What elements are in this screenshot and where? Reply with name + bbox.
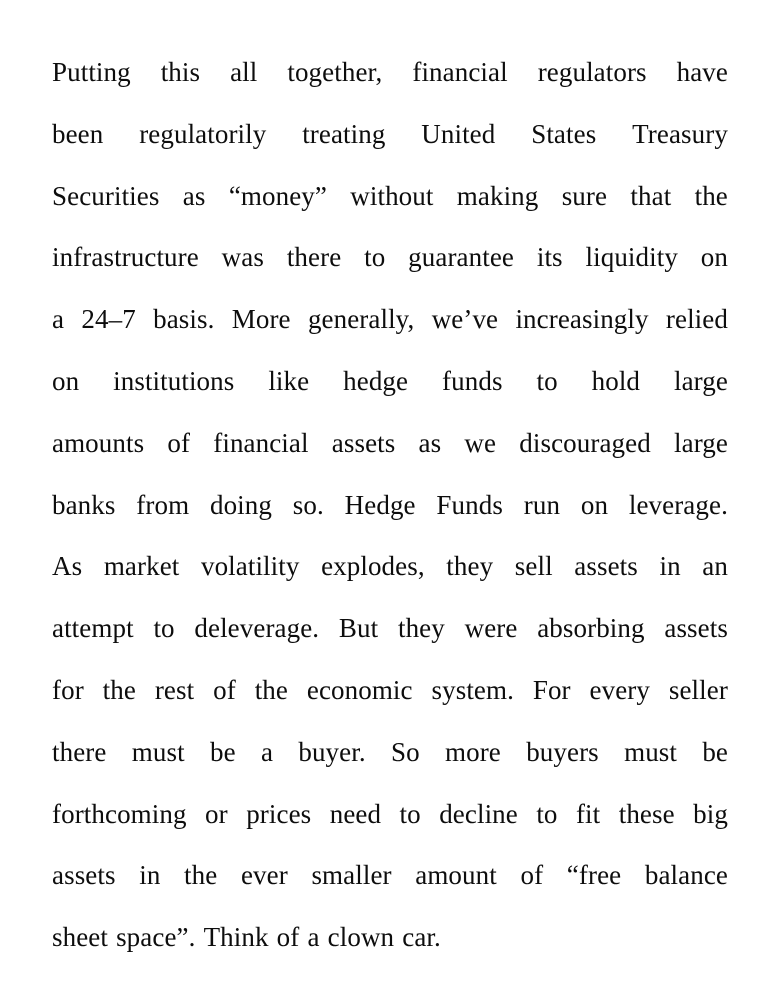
paragraph-line (52, 104, 728, 166)
word: on (700, 242, 728, 273)
word: all (230, 57, 258, 87)
word: attempt (52, 613, 134, 644)
body-paragraph (52, 42, 728, 969)
word: economic (306, 674, 413, 705)
word: So (391, 736, 420, 767)
word: sell (514, 551, 553, 582)
word: prices (246, 798, 312, 829)
word: or (205, 798, 228, 829)
word: to (536, 365, 558, 396)
word: in (659, 551, 681, 582)
word: this (160, 57, 201, 87)
word: making (456, 180, 539, 211)
word: run (523, 489, 561, 520)
word: States (531, 118, 597, 149)
word: assets (574, 551, 638, 582)
word: “money” (228, 180, 327, 211)
word: increasingly (515, 304, 649, 335)
word: as (182, 180, 206, 211)
word: have (676, 57, 728, 87)
word: relied (665, 304, 728, 335)
paragraph-line (52, 845, 728, 907)
word: big (693, 798, 728, 829)
word: market (103, 551, 180, 582)
paragraph-line (52, 289, 728, 351)
word: the (694, 180, 728, 211)
word: be (702, 736, 728, 767)
word: to (399, 798, 421, 829)
word: need (329, 798, 382, 829)
word: regulatorily (139, 118, 267, 149)
word: were (464, 613, 518, 644)
paragraph-line (52, 166, 728, 228)
word: a (260, 736, 274, 767)
word: from (136, 489, 190, 520)
word: assets (52, 860, 116, 891)
word: ever (240, 860, 288, 891)
word: sure (561, 180, 608, 211)
word: the (102, 674, 136, 705)
word: in (139, 860, 161, 891)
word: generally, (307, 304, 415, 335)
word: that (630, 180, 672, 211)
word: institutions (113, 365, 235, 396)
word: large (673, 365, 728, 396)
word: absorbing (537, 613, 645, 644)
word: together, (287, 57, 383, 87)
paragraph-line (52, 42, 728, 104)
word: must (624, 736, 678, 767)
word: these (618, 798, 675, 829)
paragraph-line (52, 784, 728, 846)
word: as (418, 427, 442, 458)
word: must (131, 736, 185, 767)
word: fit (575, 798, 601, 829)
word: infrastructure (52, 242, 199, 273)
word: Treasury (632, 118, 728, 149)
word: so. (292, 489, 324, 520)
word: been (52, 118, 104, 149)
word: hedge (343, 365, 409, 396)
word: More (231, 304, 291, 335)
word: they (397, 613, 445, 644)
word: without (350, 180, 434, 211)
word: regulators (537, 57, 647, 87)
paragraph-line (52, 475, 728, 537)
paragraph-line (52, 722, 728, 784)
word: decline (439, 798, 518, 829)
word: a (307, 922, 320, 953)
word: amount (415, 860, 497, 891)
word: sheet (52, 922, 108, 953)
word: buyer. (298, 736, 366, 767)
word: of (520, 860, 544, 891)
paragraph-line (52, 536, 728, 598)
word: financial (412, 57, 508, 87)
word: more (445, 736, 501, 767)
word: large (674, 427, 728, 458)
word: assets (664, 613, 728, 644)
word: every (589, 674, 650, 705)
word: assets (331, 427, 396, 458)
word: Securities (52, 180, 160, 211)
paragraph-line (52, 907, 728, 969)
word: doing (209, 489, 272, 520)
word: liquidity (585, 242, 678, 273)
word: the (184, 860, 218, 891)
word: an (702, 551, 728, 582)
word: be (209, 736, 236, 767)
word: they (446, 551, 494, 582)
paragraph-line (52, 413, 728, 475)
word: the (254, 674, 288, 705)
word: deleverage. (194, 613, 320, 644)
word: treating (302, 118, 386, 149)
word: there (286, 242, 342, 273)
word: rest (154, 674, 195, 705)
word: forthcoming (52, 798, 187, 829)
word: of (167, 427, 191, 458)
word: clown (327, 922, 395, 953)
word: 24–7 (81, 304, 136, 335)
word: was (221, 242, 264, 273)
word: like (268, 365, 310, 396)
word: we (464, 427, 497, 458)
word: Think (203, 922, 269, 953)
word: space”. (116, 922, 196, 953)
paragraph-line (52, 598, 728, 660)
word: United (421, 118, 496, 149)
word: to (536, 798, 558, 829)
word: Hedge (344, 489, 416, 520)
word: banks (52, 489, 116, 520)
word: to (153, 613, 175, 644)
word: basis. (153, 304, 215, 335)
word: funds (442, 365, 503, 396)
word: For (532, 674, 571, 705)
word: explodes, (321, 551, 425, 582)
word: hold (591, 365, 641, 396)
word: to (364, 242, 386, 273)
word: balance (644, 860, 728, 891)
paragraph-line (52, 227, 728, 289)
word: car. (402, 922, 441, 953)
word: financial (213, 427, 309, 458)
word: there (52, 736, 107, 767)
paragraph-line (52, 351, 728, 413)
word: for (52, 674, 84, 705)
word: of (276, 922, 300, 953)
word: on (52, 365, 80, 396)
word: smaller (311, 860, 392, 891)
word: seller (668, 674, 728, 705)
word: we’ve (431, 304, 499, 335)
word: volatility (200, 551, 300, 582)
word: buyers (526, 736, 599, 767)
word: leverage. (628, 489, 728, 520)
word: discouraged (519, 427, 651, 458)
word: guarantee (408, 242, 515, 273)
word: As (52, 551, 83, 582)
word: system. (431, 674, 514, 705)
paragraph-line (52, 660, 728, 722)
word: But (338, 613, 379, 644)
word: a (52, 304, 65, 335)
word: amounts (52, 427, 145, 458)
word: of (213, 674, 236, 705)
word: Funds (436, 489, 503, 520)
word: Putting (52, 57, 131, 87)
word: its (536, 242, 563, 273)
word: “free (566, 860, 622, 891)
word: on (580, 489, 609, 520)
